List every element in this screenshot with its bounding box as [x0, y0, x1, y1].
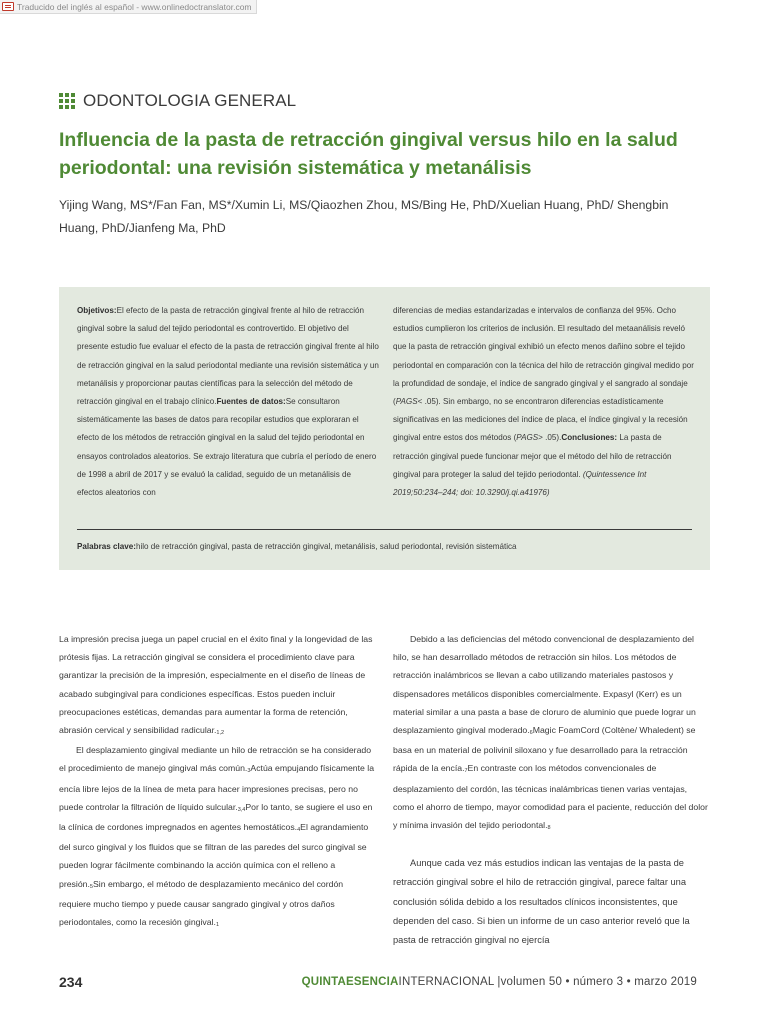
- sources-label: Fuentes de datos:: [216, 397, 286, 407]
- body-paragraph: [59, 741, 376, 933]
- objectives-label: Objetivos:: [77, 306, 117, 315]
- page-footer: [59, 974, 697, 990]
- reference-marker[interactable]: 1,2: [216, 730, 225, 737]
- reference-marker[interactable]: 1: [215, 922, 220, 929]
- body-paragraph: [59, 630, 376, 741]
- journal-info: [302, 976, 697, 988]
- body-text: El agrandamiento del surco gingival y los fluidos que se filtran de las paredes del surco gingival se pueden lograr fácilmente combinando la acción química con el relleno a presión.: [59, 822, 369, 889]
- body-paragraph: Aunque cada vez más estudios indican las ventajas de la pasta de retracción gingival sobre el hilo de retracción gingival, parece faltar una conclusión sólida debido a los resultados clínicos inconsistentes, que dependen del caso. Si bien un informe de un caso anterior reveló que la pasta de retracción gingival no ejercía: [393, 858, 690, 946]
- keywords-text: hilo de retracción gingival, pasta de retracción gingival, metanálisis, salud periodontal, revisión sistemática: [135, 542, 517, 551]
- body-column-right: [393, 630, 708, 950]
- abstract-box: [59, 287, 710, 570]
- article-title: Influencia de la pasta de retracción gingival versus hilo en la salud periodontal: una revisión sistemática y metanálisis: [59, 129, 678, 179]
- p-value-label: PAGS: [395, 397, 418, 407]
- results-text-3: > .05).: [538, 433, 562, 443]
- reference-marker[interactable]: 5: [89, 883, 93, 890]
- body-text: En contraste con los métodos convencionales de desplazamiento del cordón, las técnicas inalámbricas tienen varias ventajas, como el ahorro de tiempo, mayor comodidad para el paciente, reducción del dolor y mínima invasión del tejido periodontal.: [393, 763, 708, 831]
- journal-brand: QUINTAESENCIA: [301, 976, 399, 988]
- conclusions-text: La pasta de retracción gingival puede funcionar mejor que el método del hilo de retracción gingival para proteger la salud del tejido periodontal.: [393, 433, 672, 479]
- body-text: El desplazamiento gingival mediante un hilo de retracción se ha considerado el procedimiento de manejo gingival más común.: [59, 745, 372, 774]
- translator-banner[interactable]: [0, 0, 257, 14]
- abstract-column-left: [77, 302, 379, 502]
- journal-issue: |volumen 50 • número 3 • marzo 2019: [494, 976, 697, 988]
- body-text: Debido a las deficiencias del método convencional de desplazamiento del hilo, se han desarrollado métodos de retracción sin hilos. Los métodos de retracción inalámbricos se llevan a cabo utilizando materiales pastosos y dispensadores metálicos disponibles comercialmente. Expasyl (Kerr) es un material similar a una pasta a base de cloruro de aluminio que puede lograr un desplazamiento gingival moderado.: [393, 634, 696, 736]
- body-text: Magic FoamCord (Coltène/ Whaledent) se basa en un material de polivinil siloxano y fue desarrollado para la retracción rápida de la encía.: [393, 725, 696, 774]
- reference-marker[interactable]: 3: [247, 768, 251, 775]
- objectives-text: El efecto de la pasta de retracción gingival frente al hilo de retracción gingival sobre la salud del tejido periodontal es controvertido. El objetivo del presente estudio fue evaluar el efecto de la pasta de retracción gingival frente al hilo de retracción gingival en la salud periodontal mediante una revisión sistemática y un metanálisis y proporcionar pautas científicas para la selección del método de retracción gingival en el trabajo clínico.: [77, 306, 379, 407]
- abstract-divider: [77, 529, 692, 530]
- section-label: ODONTOLOGIA GENERAL: [83, 91, 297, 110]
- sources-text: Se consultaron sistemáticamente las bases de datos para recopilar estudios que exploraran el efecto de los métodos de retracción gingival en la salud del tejido periodontal en ensayos controlados aleatorios. Se extrajo literatura que cubría el período de enero de 1998 a abril de 2017 y se evaluó la calidad, seguido de un metanálisis de efectos aleatorios con: [77, 397, 377, 498]
- body-text: Sin embargo, el método de desplazamiento mecánico del cordón requiere mucho tiempo y puede causar sangrado gingival y otros daños periodontales, como la recesión gingival.: [59, 878, 344, 928]
- journal-name: INTERNACIONAL: [398, 976, 495, 988]
- conclusions-label: Conclusiones:: [561, 433, 618, 443]
- reference-marker[interactable]: 7: [464, 768, 468, 775]
- keywords-label: Palabras clave:: [77, 542, 136, 551]
- section-header: [59, 91, 296, 111]
- results-text-2: < .05). Sin embargo, no se encontraron diferencias estadísticamente significativas en las mediciones del índice de placa, el índice gingival y la recesión gingival entre estos dos métodos (: [393, 397, 688, 443]
- body-text: Actúa empujando físicamente la encía libre lejos de la línea de meta para hacer impresiones precisas, pero no puede controlar la filtración de líquido sulcular.: [59, 763, 375, 812]
- body-paragraph: [393, 630, 708, 836]
- reference-marker[interactable]: 8: [547, 825, 551, 832]
- reference-marker[interactable]: 3,4: [237, 806, 246, 813]
- abstract-column-right: [393, 302, 695, 502]
- keywords: [77, 542, 692, 551]
- translator-banner-text: Traducido del inglés al español - www.onlinedoctranslator.com: [17, 1, 252, 12]
- body-column-left: [59, 630, 376, 933]
- body-text: Por lo tanto, se sugiere el uso en la clínica de cordones impregnados en agentes hemostáticos.: [59, 801, 373, 833]
- reference-marker[interactable]: 6: [529, 730, 533, 737]
- page-number: 234: [59, 974, 83, 990]
- citation: (Quintessence Int 2019;50:234–244; doi: 10.3290/j.qi.a41976): [393, 469, 647, 498]
- body-text: La impresión precisa juega un papel crucial en el éxito final y la longevidad de las prótesis fijas. La retracción gingival se considera el procedimiento clave para garantizar la precisión de la impresión, especialmente en el diseño de líneas de acabado subgingival para condiciones específicas. Estos pueden incluir preocupaciones estéticas, demandas para aumentar la forma de retención, abrasión cervical y sensibilidad radicular.: [59, 634, 373, 736]
- translate-icon: [2, 2, 14, 11]
- grid-icon: [59, 93, 75, 109]
- author-list: Yijing Wang, MS*/Fan Fan, MS*/Xumin Li, MS/Qiaozhen Zhou, MS/Bing He, PhD/Xuelian Huang, PhD/ Shengbin Huang, PhD/Jianfeng Ma, PhD: [59, 198, 669, 235]
- reference-marker[interactable]: 4: [297, 827, 301, 834]
- p-value-label: PAGS: [516, 433, 539, 443]
- results-text: diferencias de medias estandarizadas e intervalos de confianza del 95%. Ocho estudios cumplieron los criterios de inclusión. El resultado del metaanálisis reveló que la pasta de retracción gingival exhibió un efecto menos dañino sobre el tejido periodontal en comparación con la técnica del hilo de retracción gingival medido por la profundidad de sondaje, el índice de sangrado gingival y el sangrado al sondaje (: [393, 306, 694, 407]
